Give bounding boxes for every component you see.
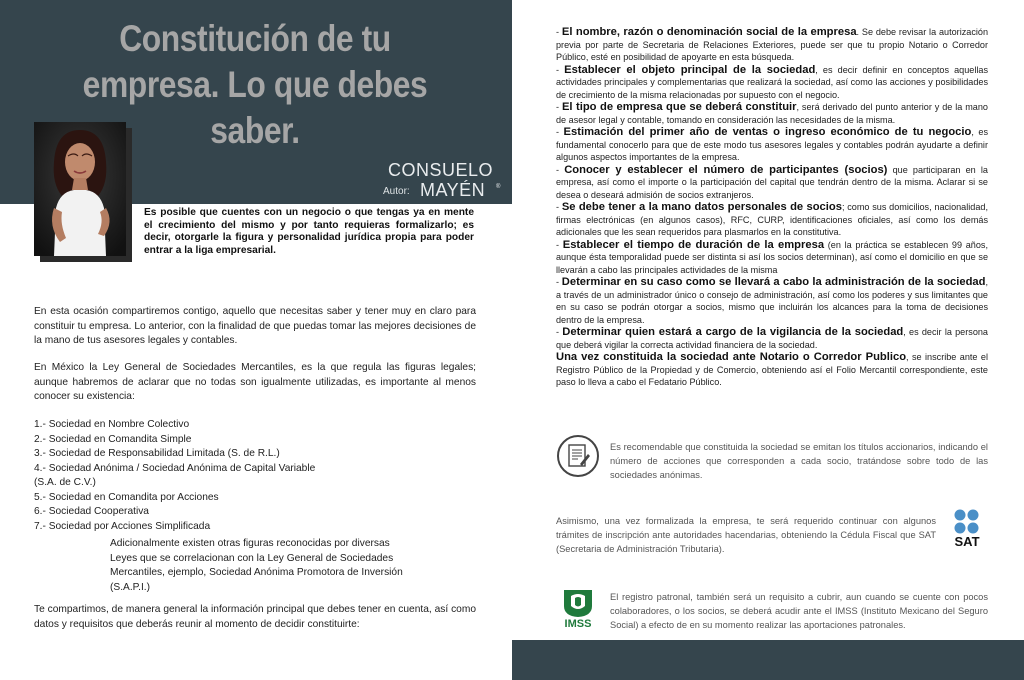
requirement-heading: Establecer el objeto principal de la sociedad [564, 63, 816, 76]
requirement-heading: Establecer el tiempo de duración de la empresa [562, 238, 825, 251]
list-item: 2.- Sociedad en Comandita Simple [34, 433, 192, 445]
requirement-item [556, 351, 988, 389]
requirement-item: - El nombre, razón o denominación social de la empresa. Se debe revisar la autorización previa por parte de Secretaria de Relaciones Exteriores, puede ser que tu propio Notario o Corredor Público, esté en posibilidad de apoyarte en esta búsqueda. [556, 26, 988, 62]
requirement-item: - El tipo de empresa que se deberá constituir, será derivado del punto anterior y de la mano de asesor legal y contable, tomando en consideración las necesidades de la misma. [556, 101, 988, 125]
requirement-heading: Se debe tener a la mano datos personales de socios [561, 201, 842, 213]
intro-text: Es posible que cuentes con un negocio o que tengas ya en mente el crecimiento del mismo y por tanto requieras formalizarlo; es decir, otorgarle la figura y personalidad jurídica propia para poder entrar a la liga empresarial. [144, 207, 474, 256]
requirement-item: - Establecer el tiempo de duración de la empresa (en la práctica se establecen 99 años, aunque ésta temporalidad puede ser distinta si así los socios determinan), así como el domicilio en que se llevarán a cabo las principales actividades de la misma [556, 238, 988, 275]
list-item: 1.- Sociedad en Nombre Colectivo [34, 419, 190, 430]
requirement-body: , a través de un administrador único o consejo de administración, así como los poderes y sus limitantes que en su caso se podrán otorgar a socios, mismo que incluirán los alcances para la toma de decisiones dentro de la empresa. [556, 277, 989, 325]
imss-emblem-icon [558, 588, 598, 618]
requirement-body: . Se debe revisar la autorización previa por parte de Secretaria de Relaciones Exteriores, puede ser que tu propio Notario o Corredor Público, esté en posibilidad de apoyarte en esta búsqueda. [556, 27, 988, 62]
sat-label: SAT [954, 534, 980, 549]
requirement-item: - Estimación del primer año de ventas o ingreso económico de tu negocio, es fundamental conocerlo para que de este modo tus asesores legales y contables podrán ayudarte a definir algunos aspectos importantes de la empresa. [556, 126, 988, 162]
paragraph-3: Adicionalmente existen otras figuras reconocidas por diversas Leyes que se correlacionan con la Ley General de Sociedades Mercantiles, ejemplo, Sociedad Anónima Promotora de Inversión (S.A.P.I.) [110, 538, 403, 593]
note-share-certificates: Es recomendable que constituida la sociedad se emitan los títulos accionarios, indicando el número de acciones que corresponden a cada socio, tratándose sobre todo de las sociedades anónimas. [610, 442, 988, 481]
certificate-icon [556, 434, 600, 478]
list-item: 6.- Sociedad Cooperativa [34, 506, 149, 517]
logo-line2: MAYÉN [420, 180, 486, 200]
list-item: 7.- Sociedad por Acciones Simplificada [34, 520, 211, 532]
requirement-body: (en la práctica se establecen 99 años, aunque ésta temporalidad puede ser distinta si así los socios determinan), así como el domicilio en que se llevarán a cabo las principales actividades de la misma [556, 239, 988, 275]
author-photo [34, 122, 126, 256]
society-types-list [34, 418, 334, 534]
requirement-item: - Determinar quien estará a cargo de la vigilancia de la sociedad, es decir la persona que deberá vigilar la correcta actividad financiera de la sociedad. [556, 326, 988, 350]
requirement-heading: El nombre, razón o denominación social de la empresa [561, 26, 857, 38]
requirement-item: - Conocer y establecer el número de participantes (socios) que participaran en la empresa, así como el importe o la participación del capital que tendrán dentro de la misma. Aclarar si se desea o deseará admisión de socios extranjeros. [556, 163, 988, 200]
requirement-heading: Conocer y establecer el número de participantes (socios) [564, 163, 888, 176]
paragraph-4: Te compartimos, de manera general la información principal que debes tener en cuenta, así como datos y requisitos que deberás reunir al momento de decidir constituirte: [34, 604, 476, 630]
logo-line1: CONSUELO [388, 160, 494, 180]
paragraph-1: En esta ocasión compartiremos contigo, aquello que necesitas saber y tener muy en claro para constituir tu empresa. Lo anterior, con la finalidad de que puedas tomar las mejores decisiones de la mano de tus asesores legales y contables. [34, 306, 476, 347]
article-title: Constitución de tu empresa. Lo que debes saber. [82, 18, 428, 151]
sat-dots-icon [944, 508, 990, 536]
logo-mark: ® [496, 184, 501, 190]
list-item: 5.- Sociedad en Comandita por Acciones [34, 491, 219, 503]
requirement-body: , se inscribe ante el Registro Público de la Propiedad y de Comercio, obteniendo así el Folio Mercantil correspondiente, este paso lo lleva a cabo el Fedatario Público. [556, 352, 988, 387]
sat-logo [944, 508, 990, 550]
requirement-heading: Una vez constituida la sociedad ante Notario o Corredor Publico [556, 351, 907, 363]
requirement-body: que participaran en la empresa, así como el importe o la participación del capital que tendrán dentro de la misma. Aclarar si se desea o deseará admisión de socios extranjeros. [556, 164, 988, 200]
author-logo [388, 160, 508, 204]
note-sat: Asimismo, una vez formalizada la empresa, te será requerido continuar con algunos trámites de inscripción ante autoridades hacendarias, obteniendo la Cédula Fiscal que SAT (Secretaria de Administración Tributaria). [556, 516, 936, 555]
requirement-body: ; como sus domicilios, nacionalidad, firmas electrónicas (en algunos casos), RFC, CURP, identificaciones oficiales, así como los demás adicionales que les sean requeridos para plasmarlos en la constitutiva. [556, 202, 988, 237]
author-label: Autor: [383, 186, 410, 197]
list-item: 3.- Sociedad de Responsabilidad Limitada (S. de R.L.) [34, 448, 280, 459]
requirement-heading: Estimación del primer año de ventas o ingreso económico de tu negocio [563, 126, 972, 138]
requirement-body: , es fundamental conocerlo para que de este modo tus asesores legales y contables podrán ayudarte a definir algunos aspectos importantes de la empresa. [556, 127, 988, 162]
imss-label: IMSS [564, 618, 592, 630]
author-portrait-image [34, 122, 126, 256]
requirements-list [556, 26, 988, 389]
requirement-heading: El tipo de empresa que se deberá constituir [561, 101, 797, 113]
requirement-body: , es decir definir en conceptos aquellas actividades principales y complementarias que realizará la sociedad, así como las acciones y posibilidades de crecimiento de la misma relacionadas por supuesto con el negocio. [556, 64, 988, 100]
imss-logo [558, 588, 598, 632]
requirement-item: - Se debe tener a la mano datos personales de socios; como sus domicilios, nacionalidad, firmas electrónicas (en algunos casos), RFC, CURP, identificaciones oficiales, así como los demás adicionales que les sean requeridos para plasmarlos en la constitutiva. [556, 201, 988, 237]
requirement-heading: Determinar quien estará a cargo de la vigilancia de la sociedad [562, 326, 904, 338]
list-item: 4.- Sociedad Anónima / Sociedad Anónima de Capital Variable (S.A. de C.V.) [34, 462, 316, 488]
note-imss: El registro patronal, también será un requisito a cubrir, aun cuando se cuente con pocos colaboradores, o los socios, se deberá acudir ante el IMSS (Instituto Mexicano del Seguro Social) a efecto de en su momento realizar las aportaciones patronales. [610, 592, 988, 631]
requirement-body: , será derivado del punto anterior y de la mano de asesor legal y contable, tomando en consideración las necesidades de la misma. [556, 102, 988, 125]
paragraph-2: En México la Ley General de Sociedades Mercantiles, es la que regula las figuras legales; aunque habremos de aclarar que no todas son igualmente utilizadas, es importante al menos conocer su existencia: [34, 362, 476, 403]
requirement-heading: Determinar en su caso como se llevará a cabo la administración de la sociedad [561, 276, 986, 288]
requirement-body: , es decir la persona que deberá vigilar la correcta actividad financiera de la sociedad. [556, 327, 988, 350]
requirement-item: - Establecer el objeto principal de la sociedad, es decir definir en conceptos aquellas actividades principales y complementarias que realizará la sociedad, así como las acciones y posibilidades de crecimiento de la misma relacionadas por supuesto con el negocio. [556, 63, 988, 100]
requirement-item: - Determinar en su caso como se llevará a cabo la administración de la sociedad, a través de un administrador único o consejo de administración, así como los poderes y sus limitantes que en su caso se podrán otorgar a socios, mismo que incluirán los alcances para la toma de decisiones dentro de la empresa. [556, 276, 989, 325]
footer-band [512, 640, 1024, 680]
